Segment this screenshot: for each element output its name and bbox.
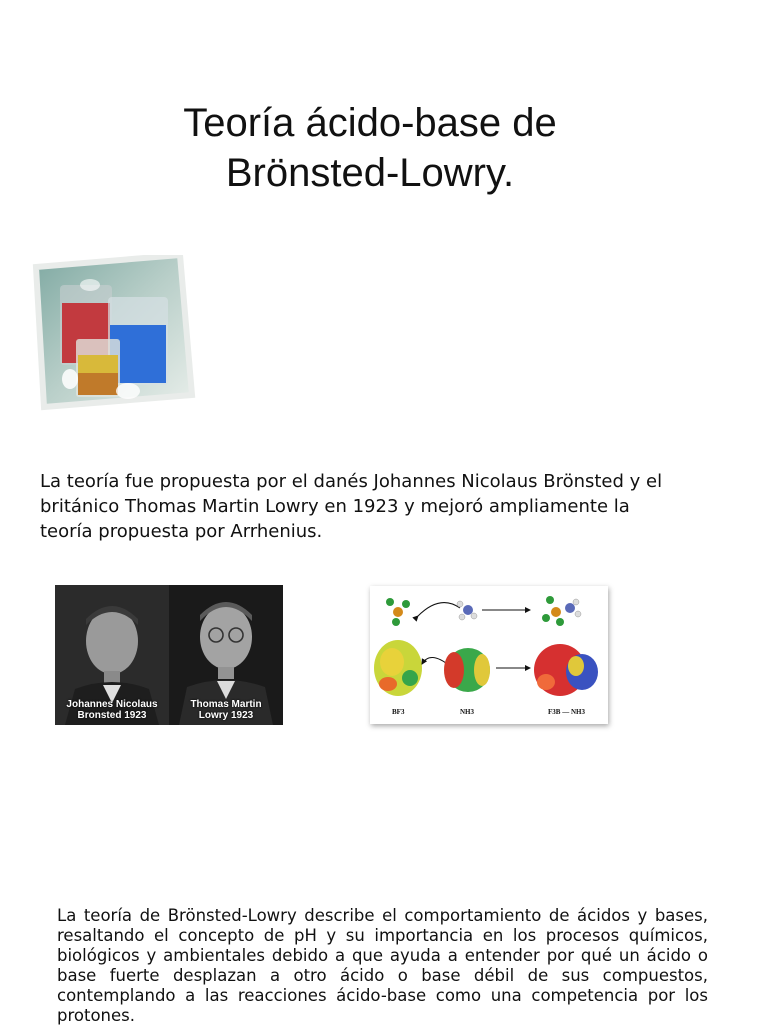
bronsted-name: Johannes Nicolaus	[66, 699, 158, 710]
lowry-year: Lowry 1923	[198, 710, 254, 721]
adduct-surface	[534, 644, 598, 696]
lewis-acid-base-diagram	[370, 586, 608, 724]
label-adduct: F3B — NH3	[548, 708, 585, 716]
title-line-2: Brönsted-Lowry.	[225, 151, 515, 195]
title-line-1: Teoría ácido-base de	[183, 101, 557, 145]
lowry-caption	[169, 699, 283, 721]
bronsted-year: Bronsted 1923	[77, 710, 147, 721]
beakers-photo	[30, 255, 198, 417]
adduct-small-model	[542, 596, 581, 626]
intro-line-1: La teoría fue propuesta por el danés Johannes Nicolaus Brönsted y el	[40, 471, 663, 492]
bf3-surface	[374, 640, 422, 696]
lowry-name: Thomas Martin	[190, 699, 262, 710]
bf3-small-model	[386, 598, 410, 626]
bronsted-caption	[55, 699, 169, 721]
page-title	[100, 98, 640, 198]
portraits-photo	[55, 585, 283, 725]
intro-line-2: británico Thomas Martin Lowry en 1923 y mejoró ampliamente la	[40, 496, 630, 517]
description-paragraph: La teoría de Brönsted-Lowry describe el comportamiento de ácidos y bases, resaltando el concepto de pH y su importancia en los procesos químicos, biológicos y ambientales debido a que ayuda a entender por qué un ácido o base fuerte desplazan a otro ácido o base débil de sus compuestos, contemplando a las reacciones ácido-base como una competencia por los protones.	[57, 906, 708, 1025]
nh3-small-model	[457, 601, 477, 620]
label-bf3: BF3	[392, 708, 405, 716]
nh3-surface	[444, 648, 490, 692]
intro-paragraph	[40, 469, 680, 544]
molecules-figure	[370, 586, 608, 724]
label-nh3: NH3	[460, 708, 474, 716]
intro-line-3: teoría propuesta por Arrhenius.	[40, 521, 323, 542]
